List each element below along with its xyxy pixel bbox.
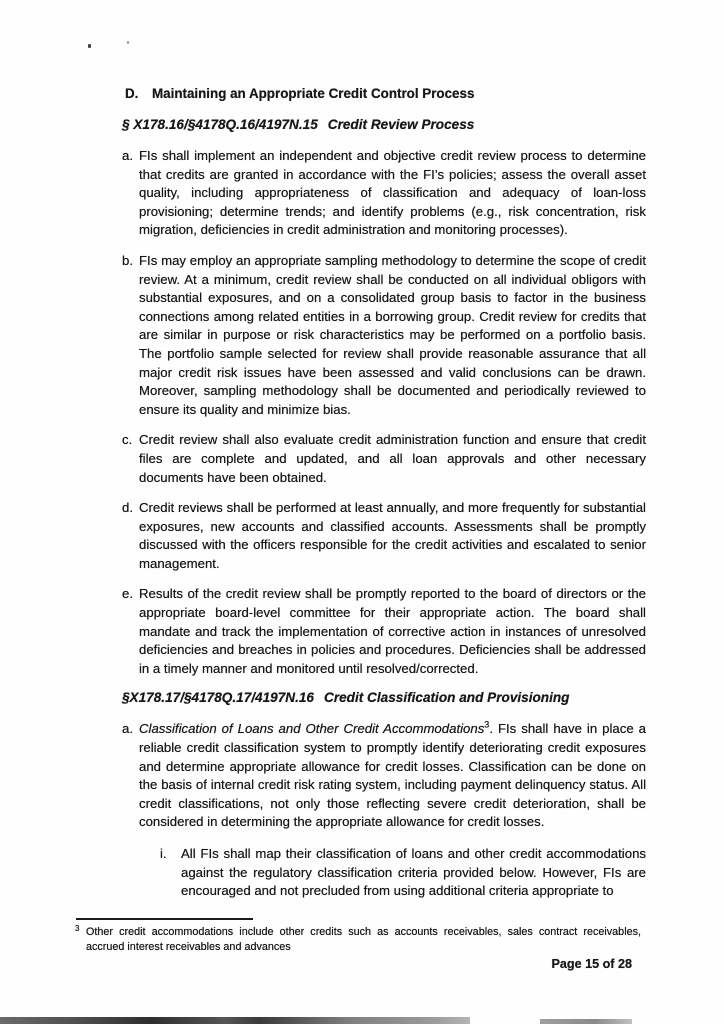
footnote-divider bbox=[76, 918, 253, 920]
section-heading bbox=[125, 86, 646, 102]
section-heading-label: D. bbox=[125, 86, 139, 101]
subsection-1-citation: § X178.16/§4178Q.16/4197N.15 bbox=[122, 117, 318, 132]
subsection-2-heading bbox=[122, 690, 646, 706]
list-item-label: e. bbox=[122, 586, 133, 602]
list-item-c bbox=[122, 431, 646, 487]
list-item-e bbox=[122, 585, 646, 678]
sub-list-item-label: i. bbox=[160, 846, 167, 861]
subsection-2-title: Credit Classification and Provisioning bbox=[324, 690, 570, 706]
section-heading-title: Maintaining an Appropriate Credit Control Process bbox=[152, 86, 475, 101]
footnote-reference: 3 bbox=[484, 720, 490, 731]
list-item-label: b. bbox=[122, 252, 133, 268]
list-item-a2 bbox=[122, 720, 646, 900]
list-item-label: a. bbox=[122, 148, 133, 163]
list-item-label: c. bbox=[122, 432, 133, 448]
list-item-text: FIs shall implement an independent and objective credit review process to determine that credits are granted in accordance with the FI’s policies; assess the overall asset quality, including appropriateness of classification and adequacy of loan-loss provisioning; determine trends; and identify problems (e.g., risk concentration, risk migration, deficiencies in credit administration and monitoring processes). bbox=[139, 148, 646, 238]
subsection-1-heading bbox=[122, 117, 646, 133]
list-item-d bbox=[122, 499, 646, 573]
list-item-text bbox=[139, 720, 646, 900]
list-item-text: Credit review shall also evaluate credit administration function and ensure that credit files are complete and updated, and all loan approvals and other necessary documents have been obtained. bbox=[139, 432, 646, 485]
document-body bbox=[122, 86, 646, 913]
list-item-text: Results of the credit review shall be promptly reported to the board of directors or the appropriate board-level committee for their appropriate action. The board shall mandate and track the implementation of corrective action in instances of unresolved deficiencies and breaches in policies and procedures. Deficiencies shall be addressed in a timely manner and monitored until resolved/corrected. bbox=[139, 586, 646, 676]
page-number: Page 15 of 28 bbox=[551, 957, 632, 971]
scan-speck bbox=[127, 41, 129, 44]
footnote-number: 3 bbox=[75, 924, 80, 933]
italic-lead-text: Classification of Loans and Other Credit Accommodations bbox=[139, 721, 485, 737]
footnote bbox=[75, 925, 641, 954]
subsection-2-citation: §X178.17/§4178Q.17/4197N.16 bbox=[122, 690, 314, 706]
scan-edge-artifact bbox=[0, 1017, 470, 1024]
scan-speck bbox=[88, 44, 91, 48]
list-item-text: Credit reviews shall be performed at least annually, and more frequently for substantial exposures, new accounts and classified accounts. Assessments shall be promptly discussed with the officers responsible for the credit activities and escalated to senior management. bbox=[139, 500, 646, 571]
list-item-label: d. bbox=[122, 500, 133, 516]
list-item-label: a. bbox=[122, 721, 133, 737]
scan-edge-artifact bbox=[540, 1019, 632, 1024]
list-item-b bbox=[122, 252, 646, 419]
list-item-text: FIs may employ an appropriate sampling methodology to determine the scope of credit review. At a minimum, credit review shall be conducted on all individual obligors with substantial exposures, and on a consolidated group basis to factor in the business connections among related entities in a borrowing group. Credit review for credits that are similar in purpose or risk characteristics may be performed on a portfolio basis. The portfolio sample selected for review shall provide reasonable assurance that all major credit risk issues have been assessed and valid conclusions can be drawn. Moreover, sampling methodology shall be documented and periodically reviewed to ensure its quality and minimize bias. bbox=[139, 252, 646, 417]
subsection-1-title: Credit Review Process bbox=[327, 117, 475, 132]
footnote-text: Other credit accommodations include other credits such as accounts receivables, sales contract receivables, accrued interest receivables and advances bbox=[86, 926, 641, 953]
sub-list-item-text: All FIs shall map their classification of loans and other credit accommodations against the regulatory classification criteria provided below. However, FIs are encouraged and not precluded from using additional criteria appropriate to bbox=[181, 846, 646, 899]
sub-list-item-i bbox=[160, 845, 646, 901]
item-body-text: . FIs shall have in place a reliable credit classification system to promptly identify deteriorating credit exposures and determine appropriate allowance for credit losses. Classification can be done on the basis of internal credit risk rating system, including payment delinquency status. All credit classifications, not only those reflecting severe credit deterioration, shall be considered in determining the appropriate allowance for credit losses. bbox=[139, 721, 646, 830]
list-item-a bbox=[122, 147, 646, 240]
